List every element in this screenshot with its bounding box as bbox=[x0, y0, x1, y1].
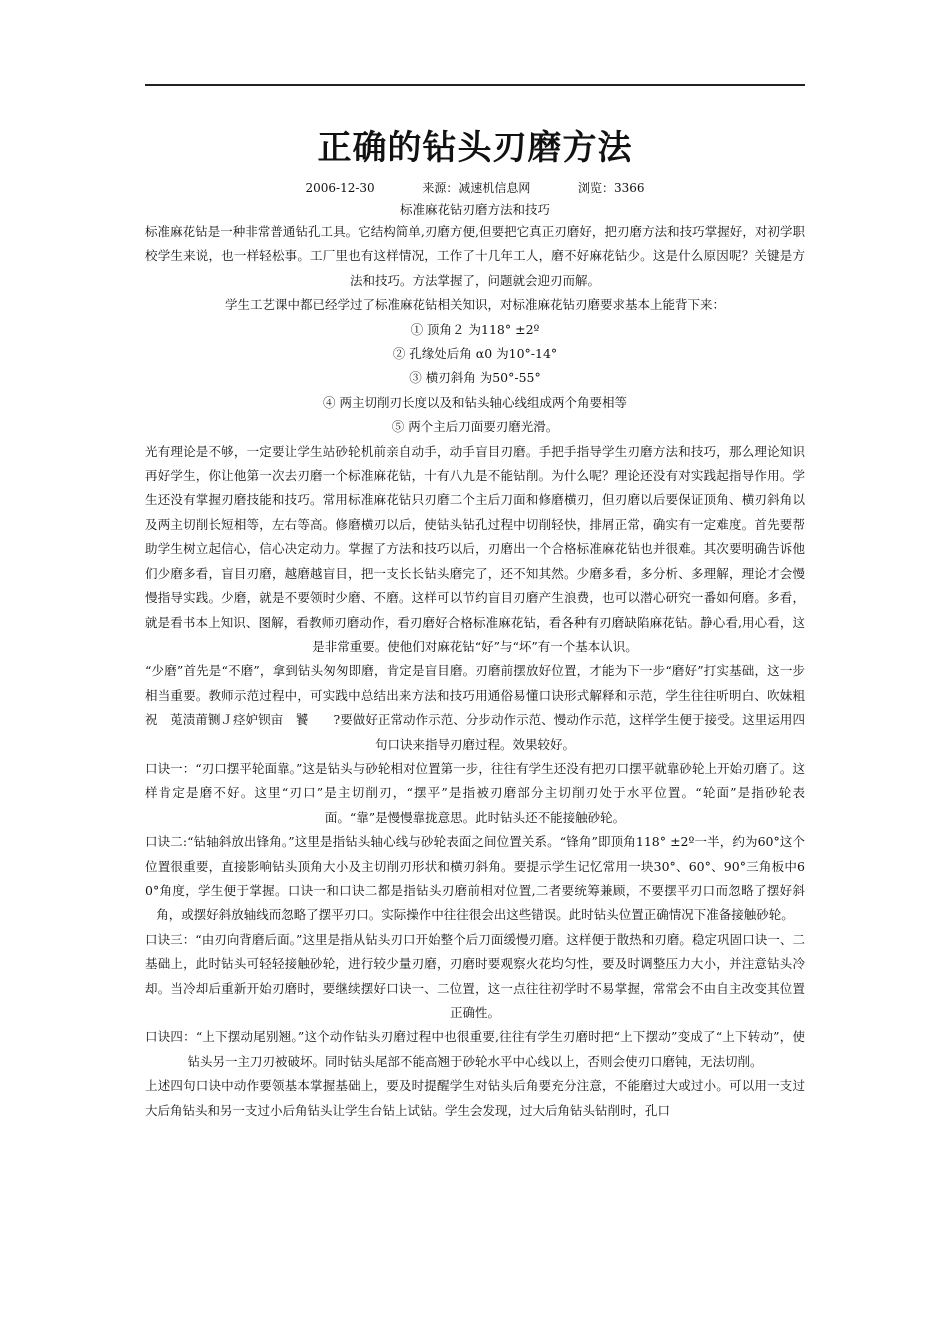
page-title: 正确的钻头刃磨方法 bbox=[317, 128, 633, 168]
article-meta bbox=[145, 178, 805, 198]
requirement-item: ② 孔缘处后角 α0 为10°-14° bbox=[392, 346, 558, 362]
view-count: 浏览：3366 bbox=[577, 181, 645, 195]
intro-paragraph: 标准麻花钻是一种非常普通钻孔工具。它结构简单,刃磨方便,但要把它真正刃磨好，把刃磨方法和技巧掌握好，对初学职校学生来说，也一样轻松事。工厂里也有这样情况，工作了十几年工人，磨不好麻花钻少。这是什么原因呢？关键是方法和技巧。方法掌握了，问题就会迎刃而解。 bbox=[145, 224, 805, 288]
body-paragraph: “少磨”首先是“不磨”，拿到钻头匆匆即磨，肯定是盲目磨。刃磨前摆放好位置，才能为下一步“磨好”打实基础，这一步相当重要。教师示范过程中，可实践中总结出来方法和技巧用通俗易懂口诀形式解释和示范，学生往往听明白、吹妹粗祝 莵渍莆铡Ｊ痉妒钡亩 饕 ?要做好正常动作示范、分步动作示范、慢动作示范，这样学生便于接受。这里运用四句口诀来指导刃磨过程。效果较好。 bbox=[145, 663, 805, 752]
subtitle: 标准麻花钻刃磨方法和技巧 bbox=[399, 202, 550, 217]
mnemonic-four-paragraph: 口诀四：“上下摆动尾别翘。”这个动作钻头刃磨过程中也很重要,往往有学生刃磨时把“上下摆动”变成了“上下转动”，使钻头另一主刀刃被破坏。同时钻头尾部不能高翘于砂轮水平中心线以上，否则会使刃口磨钝，无法切削。 bbox=[145, 1029, 805, 1069]
document-body bbox=[145, 122, 805, 1123]
mnemonic-three-paragraph: 口诀三：“由刃向背磨后面。”这里是指从钻头刃口开始整个后刀面缓慢刃磨。这样便于散热和刃磨。稳定巩固口诀一、二基础上，此时钻头可轻轻接触砂轮，进行较少量刃磨，刃磨时要观察火花均匀性，要及时调整压力大小，并注意钻头冷却。当冷却后重新开始刃磨时，要继续摆好口诀一、二位置，这一点往往初学时不易掌握，常常会不由自主改变其位置正确性。 bbox=[145, 931, 805, 1020]
mnemonic-two-paragraph: 口诀二:“钻轴斜放出锋角。”这里是指钻头轴心线与砂轮表面之间位置关系。“锋角”即顶角118° ±2º一半，约为60°这个位置很重要，直接影响钻头顶角大小及主切削刃形状和横刃斜角。要提示学生记忆常用一块30°、60°、90°三角板中60°角度，学生便于掌握。口诀一和口诀二都是指钻头刃磨前相对位置,二者要统筹兼顾，不要摆平刃口而忽略了摆好斜角，或摆好斜放轴线而忽略了摆平刃口。实际操作中往往很会出这些错误。此时钻头位置正确情况下准备接触砂轮。 bbox=[145, 834, 805, 923]
requirement-item: ③ 横刃斜角 为50°-55° bbox=[409, 370, 541, 386]
requirement-item: ① 顶角２ 为118° ±2º bbox=[410, 321, 540, 337]
requirement-item: ⑤ 两个主后刀面要刃磨光滑。 bbox=[391, 419, 559, 435]
body-paragraph: 光有理论是不够，一定要让学生站砂轮机前亲自动手，动手盲目刃磨。手把手指导学生刃磨方法和技巧，那么理论知识再好学生，你让他第一次去刃磨一个标准麻花钻，十有八九是不能钻削。为什么呢？理论还没有对实践起指导作用。学生还没有掌握刃磨技能和技巧。常用标准麻花钻只刃磨二个主后刀面和修磨横刃，但刃磨以后要保证顶角、横刃斜角以及两主切削长短相等，左右等高。修磨横刃以后，使钻头钻孔过程中切削轻快，排屑正常，确实有一定难度。首先要帮助学生树立起信心，信心决定动力。掌握了方法和技巧以后，刃磨出一个合格标准麻花钻也并很难。其次要明确告诉他们少磨多看，盲目刃磨，越磨越盲目，把一支长长钻头磨完了，还不知其然。少磨多看，多分析、多理解，理论才会慢慢指导实践。少磨，就是不要领时少磨、不磨。这样可以节约盲目刃磨产生浪费，也可以潜心研究一番如何磨。多看，就是看书本上知识、图解，看教师刃磨动作，看刃磨好合格标准麻花钻，看各种有刃磨缺陷麻花钻。静心看,用心看，这是非常重要。使他们对麻花钻“好”与“坏”有一个基本认识。 bbox=[145, 443, 805, 654]
requirement-item: ④ 两主切削刃长度以及和钻头轴心线组成两个角要相等 bbox=[323, 394, 627, 410]
publish-date: 2006-12-30 bbox=[305, 181, 375, 195]
header-rule bbox=[145, 84, 805, 86]
source-label: 来源：减速机信息网 bbox=[422, 181, 531, 195]
body-paragraph: 上述四句口诀中动作要领基本掌握基础上，要及时提醒学生对钻头后角要充分注意，不能磨过大或过小。可以用一支过大后角钻头和另一支过小后角钻头让学生台钻上试钻。学生会发现，过大后角钻头钻削时，孔口 bbox=[145, 1078, 805, 1118]
mnemonic-one-paragraph: 口诀一：“刃口摆平轮面靠。”这是钻头与砂轮相对位置第一步，往往有学生还没有把刃口摆平就靠砂轮上开始刃磨了。这样肯定是磨不好。这里“刃口”是主切削刃，“摆平”是指被刃磨部分主切削刃处于水平位置。“轮面”是指砂轮表面。“靠”是慢慢靠拢意思。此时钻头还不能接触砂轮。 bbox=[145, 760, 805, 825]
intro-paragraph: 学生工艺课中都已经学过了标准麻花钻相关知识，对标准麻花钻刃磨要求基本上能背下来： bbox=[224, 297, 725, 313]
